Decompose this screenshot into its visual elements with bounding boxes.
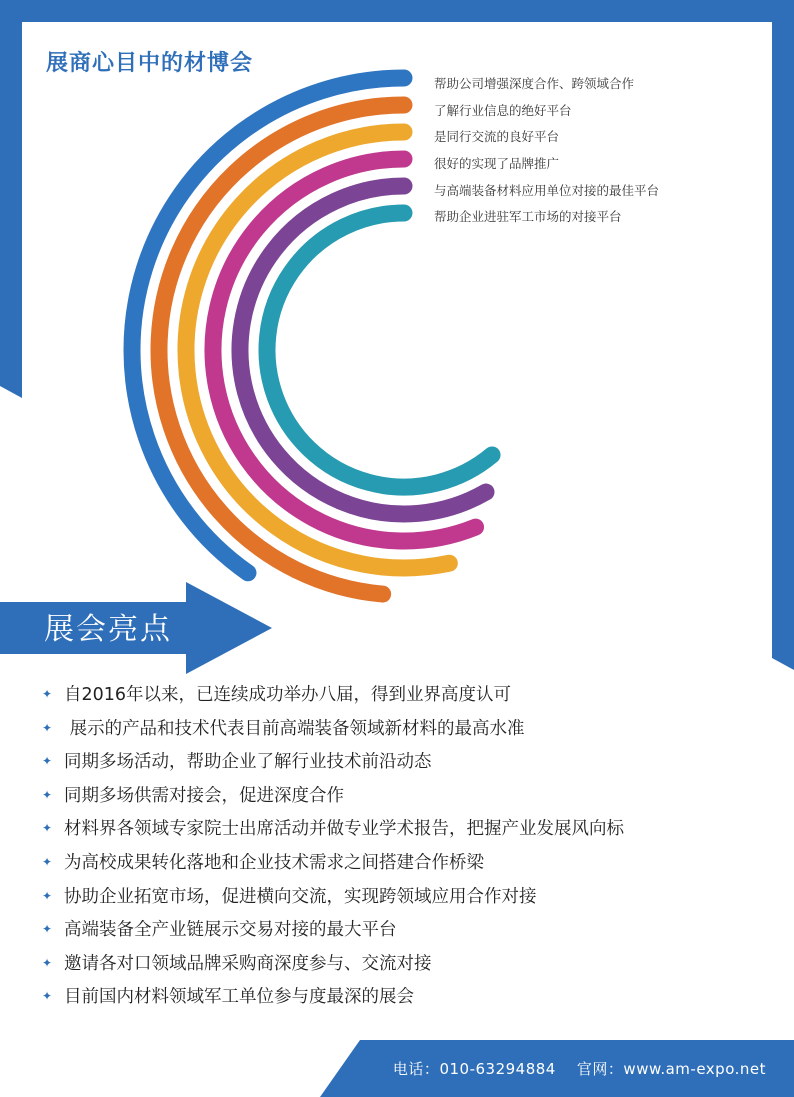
highlight-text: 自2016年以来，已连续成功举办八届，得到业界高度认可 bbox=[64, 685, 512, 705]
diamond-star-icon: ✦ bbox=[42, 955, 53, 970]
arc-band bbox=[267, 213, 492, 487]
highlight-text: 材料界各领域专家院士出席活动并做专业学术报告，把握产业发展风向标 bbox=[64, 819, 624, 840]
list-item bbox=[42, 747, 624, 781]
phone-label: 电话： bbox=[392, 1060, 440, 1078]
arc-band bbox=[240, 186, 486, 514]
diamond-star-icon: ✦ bbox=[42, 687, 53, 701]
list-item bbox=[42, 882, 624, 916]
arc-label: 帮助公司增强深度合作、跨领域合作 bbox=[434, 76, 635, 91]
list-item bbox=[42, 781, 624, 815]
website-link[interactable]: www.am-expo.net bbox=[623, 1060, 766, 1078]
diamond-star-icon: ✦ bbox=[42, 821, 53, 836]
diamond-star-icon: ✦ bbox=[42, 720, 53, 735]
highlight-text: 展示的产品和技术代表目前高端装备领域新材料的最高水准 bbox=[64, 718, 525, 739]
highlight-text: 为高校成果转化落地和企业技术需求之间搭建合作桥梁 bbox=[64, 852, 484, 873]
footer-contact bbox=[393, 1058, 766, 1079]
arc-label-list bbox=[434, 74, 659, 234]
list-item bbox=[42, 680, 624, 714]
diamond-star-icon: ✦ bbox=[42, 888, 53, 903]
diamond-star-icon: ✦ bbox=[42, 989, 53, 1004]
page-title: 展商心目中的材博会 bbox=[46, 51, 254, 76]
list-item bbox=[42, 714, 624, 748]
list-item bbox=[42, 915, 624, 949]
arc-label: 很好的实现了品牌推广 bbox=[434, 156, 560, 172]
highlight-text: 同期多场供需对接会，促进深度合作 bbox=[64, 785, 344, 806]
arc-label: 是同行交流的良好平台 bbox=[434, 129, 560, 145]
list-item bbox=[42, 949, 624, 983]
highlight-text: 目前国内材料领域军工单位参与度最深的展会 bbox=[64, 987, 414, 1008]
arc-label: 帮助企业进驻军工市场的对接平台 bbox=[434, 209, 622, 225]
diamond-star-icon: ✦ bbox=[42, 754, 53, 769]
arc-label: 了解行业信息的绝好平台 bbox=[434, 102, 572, 118]
diamond-star-icon: ✦ bbox=[42, 922, 53, 937]
phone-number: 010-63294884 bbox=[439, 1060, 556, 1078]
section-title: 展会亮点 bbox=[44, 612, 172, 647]
list-item bbox=[42, 848, 624, 882]
list-item bbox=[42, 814, 624, 848]
highlight-text: 邀请各对口领域品牌采购商深度参与、交流对接 bbox=[64, 953, 432, 974]
website-label: 官网： bbox=[576, 1060, 624, 1078]
highlight-text: 高端装备全产业链展示交易对接的最大平台 bbox=[64, 920, 397, 941]
diamond-star-icon: ✦ bbox=[42, 787, 53, 802]
diamond-star-icon: ✦ bbox=[42, 854, 53, 869]
arc-band bbox=[186, 132, 449, 568]
list-item bbox=[42, 982, 624, 1016]
arc-label: 与高端装备材料应用单位对接的最佳平台 bbox=[434, 182, 660, 198]
highlight-text: 协助企业拓宽市场，促进横向交流，实现跨领域应用合作对接 bbox=[64, 886, 537, 907]
highlight-text: 同期多场活动，帮助企业了解行业技术前沿动态 bbox=[64, 752, 432, 773]
highlights-list bbox=[42, 680, 624, 1016]
